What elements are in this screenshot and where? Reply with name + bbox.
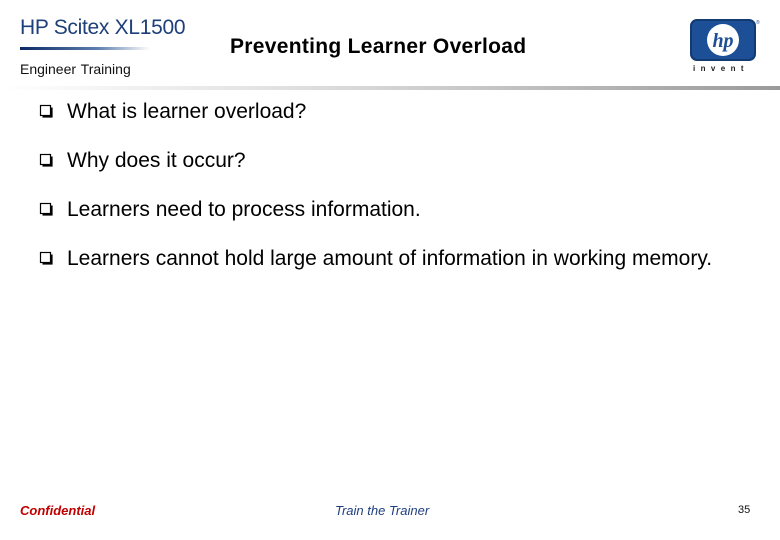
hp-invent-tagline: invent <box>693 64 749 73</box>
checkbox-bullet-icon <box>40 105 53 118</box>
footer-confidential: Confidential <box>20 503 96 518</box>
bullet-list <box>40 96 740 292</box>
page-number: 35 <box>738 504 751 516</box>
product-logo: HP Scitex XL1500 <box>20 16 186 39</box>
bullet-text: Learners need to process information. <box>67 198 421 221</box>
bullet-text: Learners cannot hold large amount of information in working memory. <box>67 247 713 270</box>
bullet-item <box>40 145 740 176</box>
slide-header <box>0 0 780 92</box>
checkbox-bullet-icon <box>40 252 53 265</box>
hp-logo-mark: hp <box>712 30 734 52</box>
header-divider <box>0 86 780 90</box>
bullet-item <box>40 194 740 225</box>
bullet-item <box>40 96 740 127</box>
footer-course-name: Train the Trainer <box>335 503 430 518</box>
bullet-item <box>40 243 740 274</box>
svg-text:®: ® <box>756 20 760 26</box>
bullet-text: Why does it occur? <box>67 149 246 172</box>
header-subtitle: Engineer Training <box>20 61 131 77</box>
product-logo-underline <box>20 47 150 50</box>
checkbox-bullet-icon <box>40 154 53 167</box>
bullet-text: What is learner overload? <box>67 100 307 123</box>
slide-title: Preventing Learner Overload <box>230 35 527 58</box>
checkbox-bullet-icon <box>40 203 53 216</box>
